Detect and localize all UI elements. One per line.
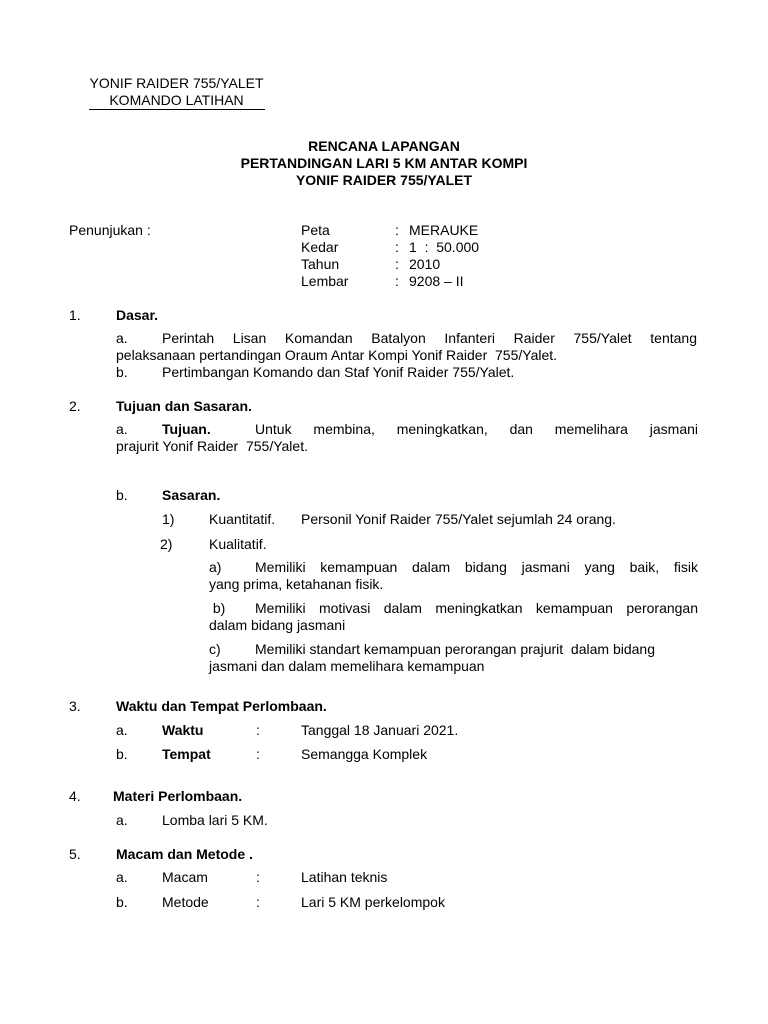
section-title: Dasar. <box>116 307 159 323</box>
reference-label: Penunjukan : <box>69 222 151 238</box>
section-title: Macam dan Metode . <box>116 846 253 862</box>
item-value: Latihan teknis <box>301 869 388 885</box>
subsubitem-text-line: Memiliki motivasi dalam meningkatkan kemampuan perorangan <box>255 600 698 616</box>
item-label: a. <box>116 722 128 738</box>
subitem-number: 2) <box>160 536 173 552</box>
item-value: Tanggal 18 Januari 2021. <box>301 722 459 738</box>
section-number: 5. <box>69 846 81 862</box>
subsubitem-text-line: Memiliki standart kemampuan perorangan prajurit dalam bidang <box>255 641 655 657</box>
item-text-line: Perintah Lisan Komandan Batalyon Infanteri Raider 755/Yalet tentang <box>162 330 697 346</box>
title-line-2: PERTANDINGAN LARI 5 KM ANTAR KOMPI <box>240 155 528 171</box>
item-label: b. <box>116 364 128 380</box>
item-text: Pertimbangan Komando dan Staf Yonif Raider 755/Yalet. <box>162 364 515 380</box>
section-title: Materi Perlombaan. <box>113 788 243 804</box>
subsubitem-text-line: jasmani dan dalam memelihara kemampuan <box>209 658 485 674</box>
item-key: Tempat <box>162 746 211 762</box>
item-text-line: prajurit Yonif Raider 755/Yalet. <box>116 438 308 454</box>
item-label: a. <box>116 421 128 437</box>
subsubitem-text-line: dalam bidang jasmani <box>209 617 346 633</box>
subitem-text: Personil Yonif Raider 755/Yalet sejumlah 24 orang. <box>301 511 616 527</box>
reference-value: 9208 – II <box>409 273 464 289</box>
subitem-key: Kuantitatif. <box>209 511 276 527</box>
item-key: Waktu <box>162 722 204 738</box>
item-label: a. <box>116 812 128 828</box>
item-value: Semangga Komplek <box>301 746 428 762</box>
reference-value: 2010 <box>409 256 441 272</box>
title-line-3: YONIF RAIDER 755/YALET <box>295 172 473 188</box>
header-underline <box>89 109 265 110</box>
reference-key: Peta <box>301 222 330 238</box>
header-unit: YONIF RAIDER 755/YALET <box>89 75 264 91</box>
header-division: KOMANDO LATIHAN <box>109 92 244 108</box>
item-label: b. <box>116 746 128 762</box>
subitem-number: 1) <box>162 511 175 527</box>
item-text: Lomba lari 5 KM. <box>162 812 268 828</box>
reference-sep: : <box>395 273 399 289</box>
section-number: 4. <box>69 788 81 804</box>
item-key: Metode <box>162 894 209 910</box>
reference-value: 1 : 50.000 <box>409 239 480 255</box>
title-line-1: RENCANA LAPANGAN <box>308 138 460 154</box>
subsubitem-label: c) <box>209 641 221 657</box>
section-title: Tujuan dan Sasaran. <box>116 398 252 414</box>
subitem-key: Kualitatif. <box>209 536 267 552</box>
item-key: Macam <box>162 869 208 885</box>
reference-key: Tahun <box>301 256 340 272</box>
item-label: a. <box>116 330 128 346</box>
item-sep: : <box>256 869 260 885</box>
subsubitem-text-line: yang prima, ketahanan fisik. <box>209 576 384 592</box>
section-number: 1. <box>69 307 81 323</box>
item-label: b. <box>116 894 128 910</box>
subsubitem-label: b) <box>209 600 226 616</box>
reference-sep: : <box>395 256 399 272</box>
item-sep: : <box>256 894 260 910</box>
reference-sep: : <box>395 222 399 238</box>
item-text-line: pelaksanaan pertandingan Oraum Antar Kompi Yonif Raider 755/Yalet. <box>116 347 558 363</box>
reference-key: Kedar <box>301 239 339 255</box>
section-number: 3. <box>69 698 81 714</box>
item-sep: : <box>256 746 260 762</box>
item-title: Tujuan. <box>162 421 211 437</box>
reference-sep: : <box>395 239 399 255</box>
item-title: Sasaran. <box>162 487 221 503</box>
reference-value: MERAUKE <box>409 222 479 238</box>
subsubitem-label: a) <box>209 559 222 575</box>
section-number: 2. <box>69 398 81 414</box>
item-label: a. <box>116 869 128 885</box>
item-sep: : <box>256 722 260 738</box>
subsubitem-text-line: Memiliki kemampuan dalam bidang jasmani yang baik, fisik <box>255 559 698 575</box>
section-title: Waktu dan Tempat Perlombaan. <box>116 698 327 714</box>
reference-key: Lembar <box>301 273 349 289</box>
item-text-line: Untuk membina, meningkatkan, dan memelihara jasmani <box>255 421 698 437</box>
item-value: Lari 5 KM perkelompok <box>301 894 445 910</box>
item-label: b. <box>116 487 128 503</box>
